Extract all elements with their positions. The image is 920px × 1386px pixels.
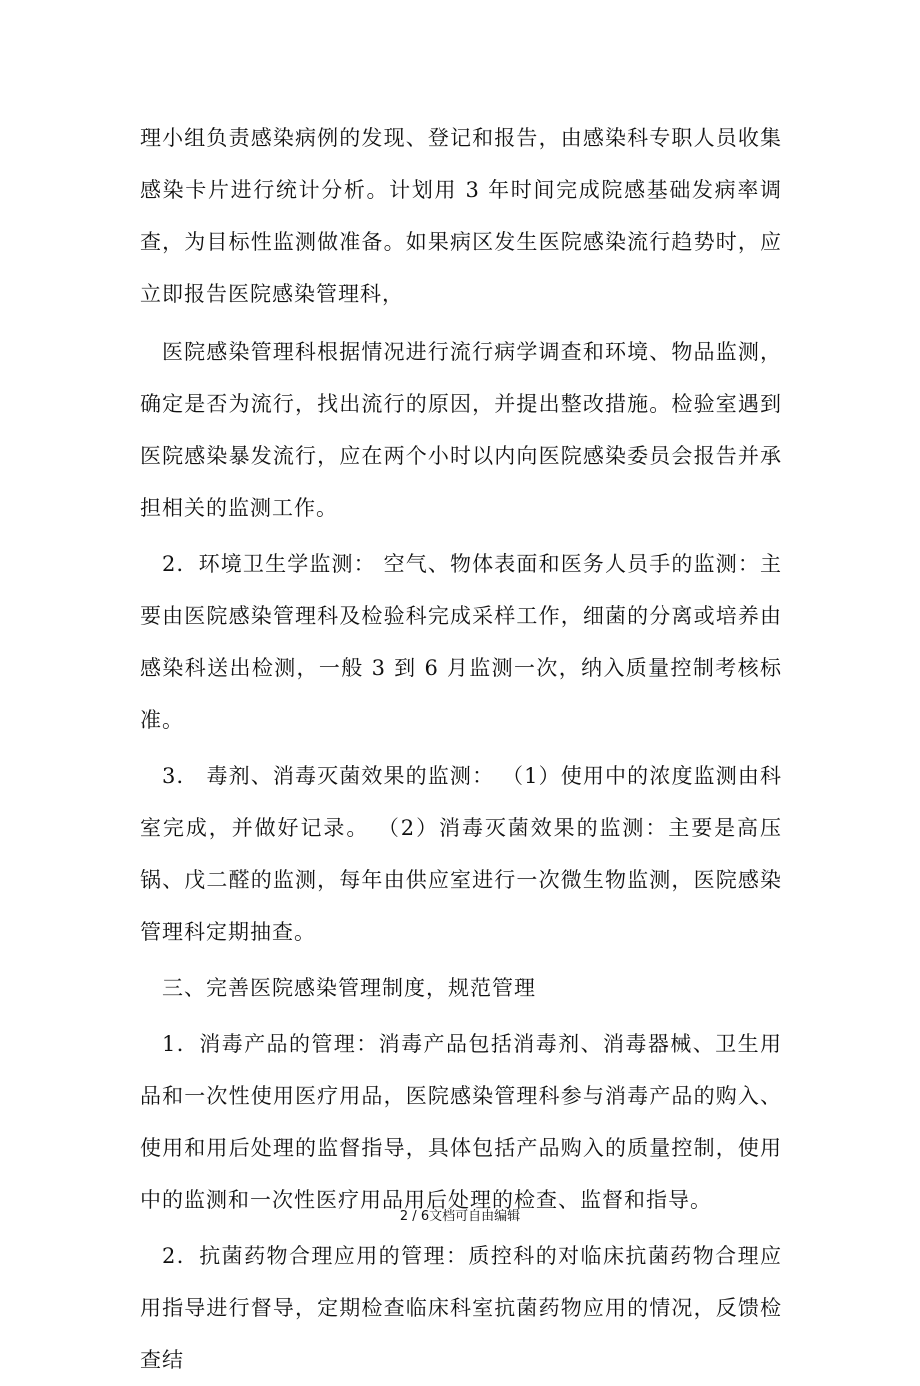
document-body: [140, 112, 782, 1386]
section-heading: 三、完善医院感染管理制度，规范管理: [162, 976, 536, 1000]
paragraph-6: 2．抗菌药物合理应用的管理：质控科的对临床抗菌药物合理应用指导进行督导，定期检查临床科室抗菌药物应用的情况，反馈检查结: [140, 1244, 782, 1372]
paragraph-1: 理小组负责感染病例的发现、登记和报告，由感染科专职人员收集感染卡片进行统计分析。计划用 3 年时间完成院感基础发病率调查，为目标性监测做准备。如果病区发生医院感染流行趋势时，应立即报告医院感染管理科，: [140, 126, 782, 306]
paragraph-5: 1．消毒产品的管理：消毒产品包括消毒剂、消毒器械、卫生用品和一次性使用医疗用品，医院感染管理科参与消毒产品的购入、使用和用后处理的监督指导，具体包括产品购入的质量控制，使用中的监测和一次性医疗用品用后处理的检查、监督和指导。: [140, 1032, 782, 1212]
paragraph-2: 医院感染管理科根据情况进行流行病学调查和环境、物品监测，确定是否为流行，找出流行的原因，并提出整改措施。检验室遇到医院感染暴发流行，应在两个小时以内向医院感染委员会报告并承担相关的监测工作。: [140, 340, 782, 520]
page-footer: 2 / 6文档可自由编辑: [399, 1209, 521, 1224]
paragraph-3: 2．环境卫生学监测： 空气、物体表面和医务人员手的监测：主要由医院感染管理科及检验科完成采样工作，细菌的分离或培养由感染科送出检测，一般 3 到 6 月监测一次，纳入质量控制考核标准。: [140, 552, 782, 732]
paragraph-4: 3． 毒剂、消毒灭菌效果的监测： （1）使用中的浓度监测由科室完成，并做好记录。 （2）消毒灭菌效果的监测：主要是高压锅、戊二醛的监测，每年由供应室进行一次微生物监测，医院感染管理科定期抽查。: [140, 764, 782, 944]
